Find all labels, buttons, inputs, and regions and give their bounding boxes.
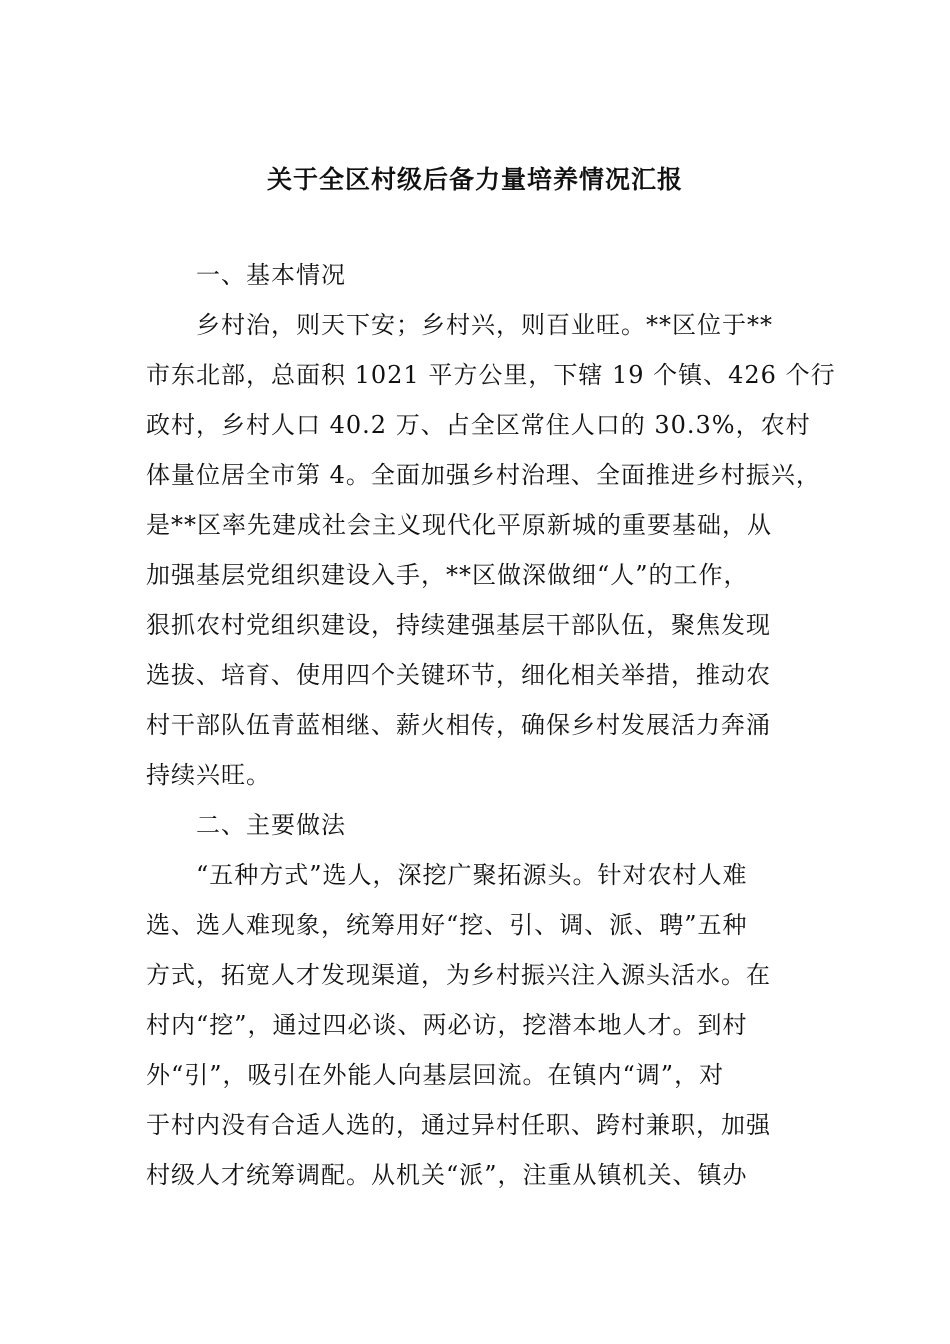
paragraph-line: 选拔、培育、使用四个关键环节，细化相关举措，推动农 <box>146 661 771 689</box>
paragraph-line: 村内“挖”，通过四必谈、两必访，挖潜本地人才。到村 <box>146 1011 748 1039</box>
paragraph-line: 体量位居全市第 4。全面加强乡村治理、全面推进乡村振兴， <box>146 461 821 489</box>
paragraph-line: 村干部队伍青蓝相继、薪火相传，确保乡村发展活力奔涌 <box>146 711 771 739</box>
document-title: 关于全区村级后备力量培养情况汇报 <box>266 165 683 194</box>
paragraph-line: 外“引”，吸引在外能人向基层回流。在镇内“调”，对 <box>146 1061 725 1089</box>
paragraph-line: 加强基层党组织建设入手，**区做深做细“人”的工作， <box>146 561 749 589</box>
paragraph-line: 是**区率先建成社会主义现代化平原新城的重要基础，从 <box>146 511 772 539</box>
section-heading: 一、基本情况 <box>196 261 346 289</box>
section-heading: 二、主要做法 <box>196 811 346 839</box>
document-body <box>146 250 836 1200</box>
paragraph-line: 狠抓农村党组织建设，持续建强基层干部队伍，聚焦发现 <box>146 611 771 639</box>
paragraph-line: 方式，拓宽人才发现渠道，为乡村振兴注入源头活水。在 <box>146 961 771 989</box>
paragraph-line: “五种方式”选人，深挖广聚拓源头。针对农村人难 <box>196 861 748 889</box>
paragraph-line: 乡村治，则天下安；乡村兴，则百业旺。**区位于** <box>196 311 773 339</box>
paragraph-line: 市东北部，总面积 1021 平方公里，下辖 19 个镇、426 个行 <box>146 361 836 389</box>
paragraph-line: 持续兴旺。 <box>146 761 271 789</box>
paragraph-line: 于村内没有合适人选的，通过异村任职、跨村兼职，加强 <box>146 1111 771 1139</box>
paragraph-line: 选、选人难现象，统筹用好“挖、引、调、派、聘”五种 <box>146 911 748 939</box>
paragraph-line: 村级人才统筹调配。从机关“派”，注重从镇机关、镇办 <box>146 1161 748 1189</box>
paragraph-line: 政村，乡村人口 40.2 万、占全区常住人口的 30.3%，农村 <box>146 411 811 439</box>
